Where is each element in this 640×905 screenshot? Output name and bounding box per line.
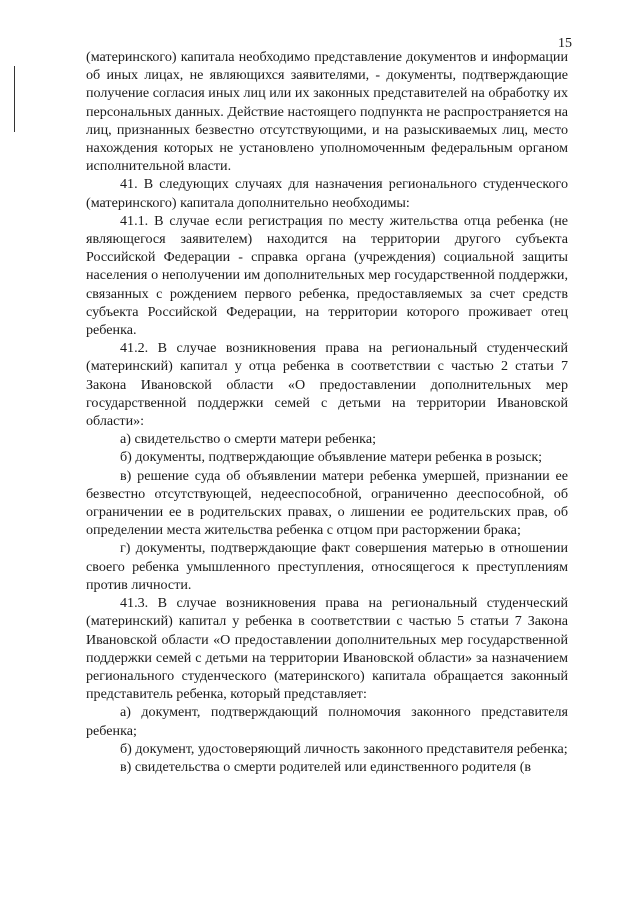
list-item-41-2-v: в) решение суда об объявлении матери ребенка умершей, признании ее безвестно отсутствующей, недееспособной, ограниченно дееспособной, об ограничении ее в родительских правах, о лишении ее родительских прав, об определении места жительства ребенка с отцом при расторжении брака; — [86, 467, 568, 539]
paragraph-item-41-1: 41.1. В случае если регистрация по месту жительства отца ребенка (не являющегося заявителем) находится на территории другого субъекта Российской Федерации - справка органа (учреждения) социальной защиты населения о неполучении им дополнительных мер государственной поддержки, связанных с рождением первого ребенка, предоставляемых за счет средств субъекта Российской Федерации, на территории которого проживает отец ребенка. — [86, 212, 568, 339]
list-item-41-3-a: а) документ, подтверждающий полномочия законного представителя ребенка; — [86, 704, 568, 739]
list-item-41-2-b: б) документы, подтверждающие объявление матери ребенка в розыск; — [120, 449, 543, 466]
list-item-41-3-b: б) документ, удостоверяющий личность законного представителя ребенка; — [120, 740, 568, 757]
page-number: 15 — [558, 36, 572, 51]
list-item-41-3-v: в) свидетельства о смерти родителей или единственного родителя (в — [120, 758, 532, 775]
paragraph-item-41-2: 41.2. В случае возникновения права на региональный студенческий (материнский) капитал у отца ребенка в соответствии с частью 2 статьи 7 Закона Ивановской области «О предоставлении дополнительных мер государственной поддержки семей с детьми на территории Ивановской области»: — [86, 340, 568, 430]
list-item-41-2-g: г) документы, подтверждающие факт совершения матерью в отношении своего ребенка умышленного преступления, относящегося к преступлениям против личности. — [86, 540, 568, 593]
document-body — [86, 48, 568, 776]
paragraph-item-41: 41. В следующих случаях для назначения регионального студенческого (материнского) капитала дополнительно необходимы: — [86, 176, 568, 211]
binder-margin-line — [14, 66, 15, 132]
paragraph-item-41-3: 41.3. В случае возникновения права на региональный студенческий (материнский) капитал у ребенка в соответствии с частью 5 статьи 7 Закона Ивановской области «О предоставлении дополнительных мер государственной поддержки семей с детьми на территории Ивановской области» за назначением регионального студенческого (материнского) капитала обращается законный представитель ребенка, который представляет: — [86, 595, 568, 703]
paragraph-continuation: (материнского) капитала необходимо представление документов и информации об иных лицах, не являющихся заявителями, - документы, подтверждающие получение согласия иных лиц или их законных представителей на обработку их персональных данных. Действие настоящего подпункта не распространяется на лиц, признанных безвестно отсутствующими, и на разыскиваемых лиц, место нахождения которых не установлено уполномоченным федеральным органом исполнительной власти. — [86, 49, 568, 175]
list-item-41-2-a: а) свидетельство о смерти матери ребенка; — [120, 431, 376, 448]
